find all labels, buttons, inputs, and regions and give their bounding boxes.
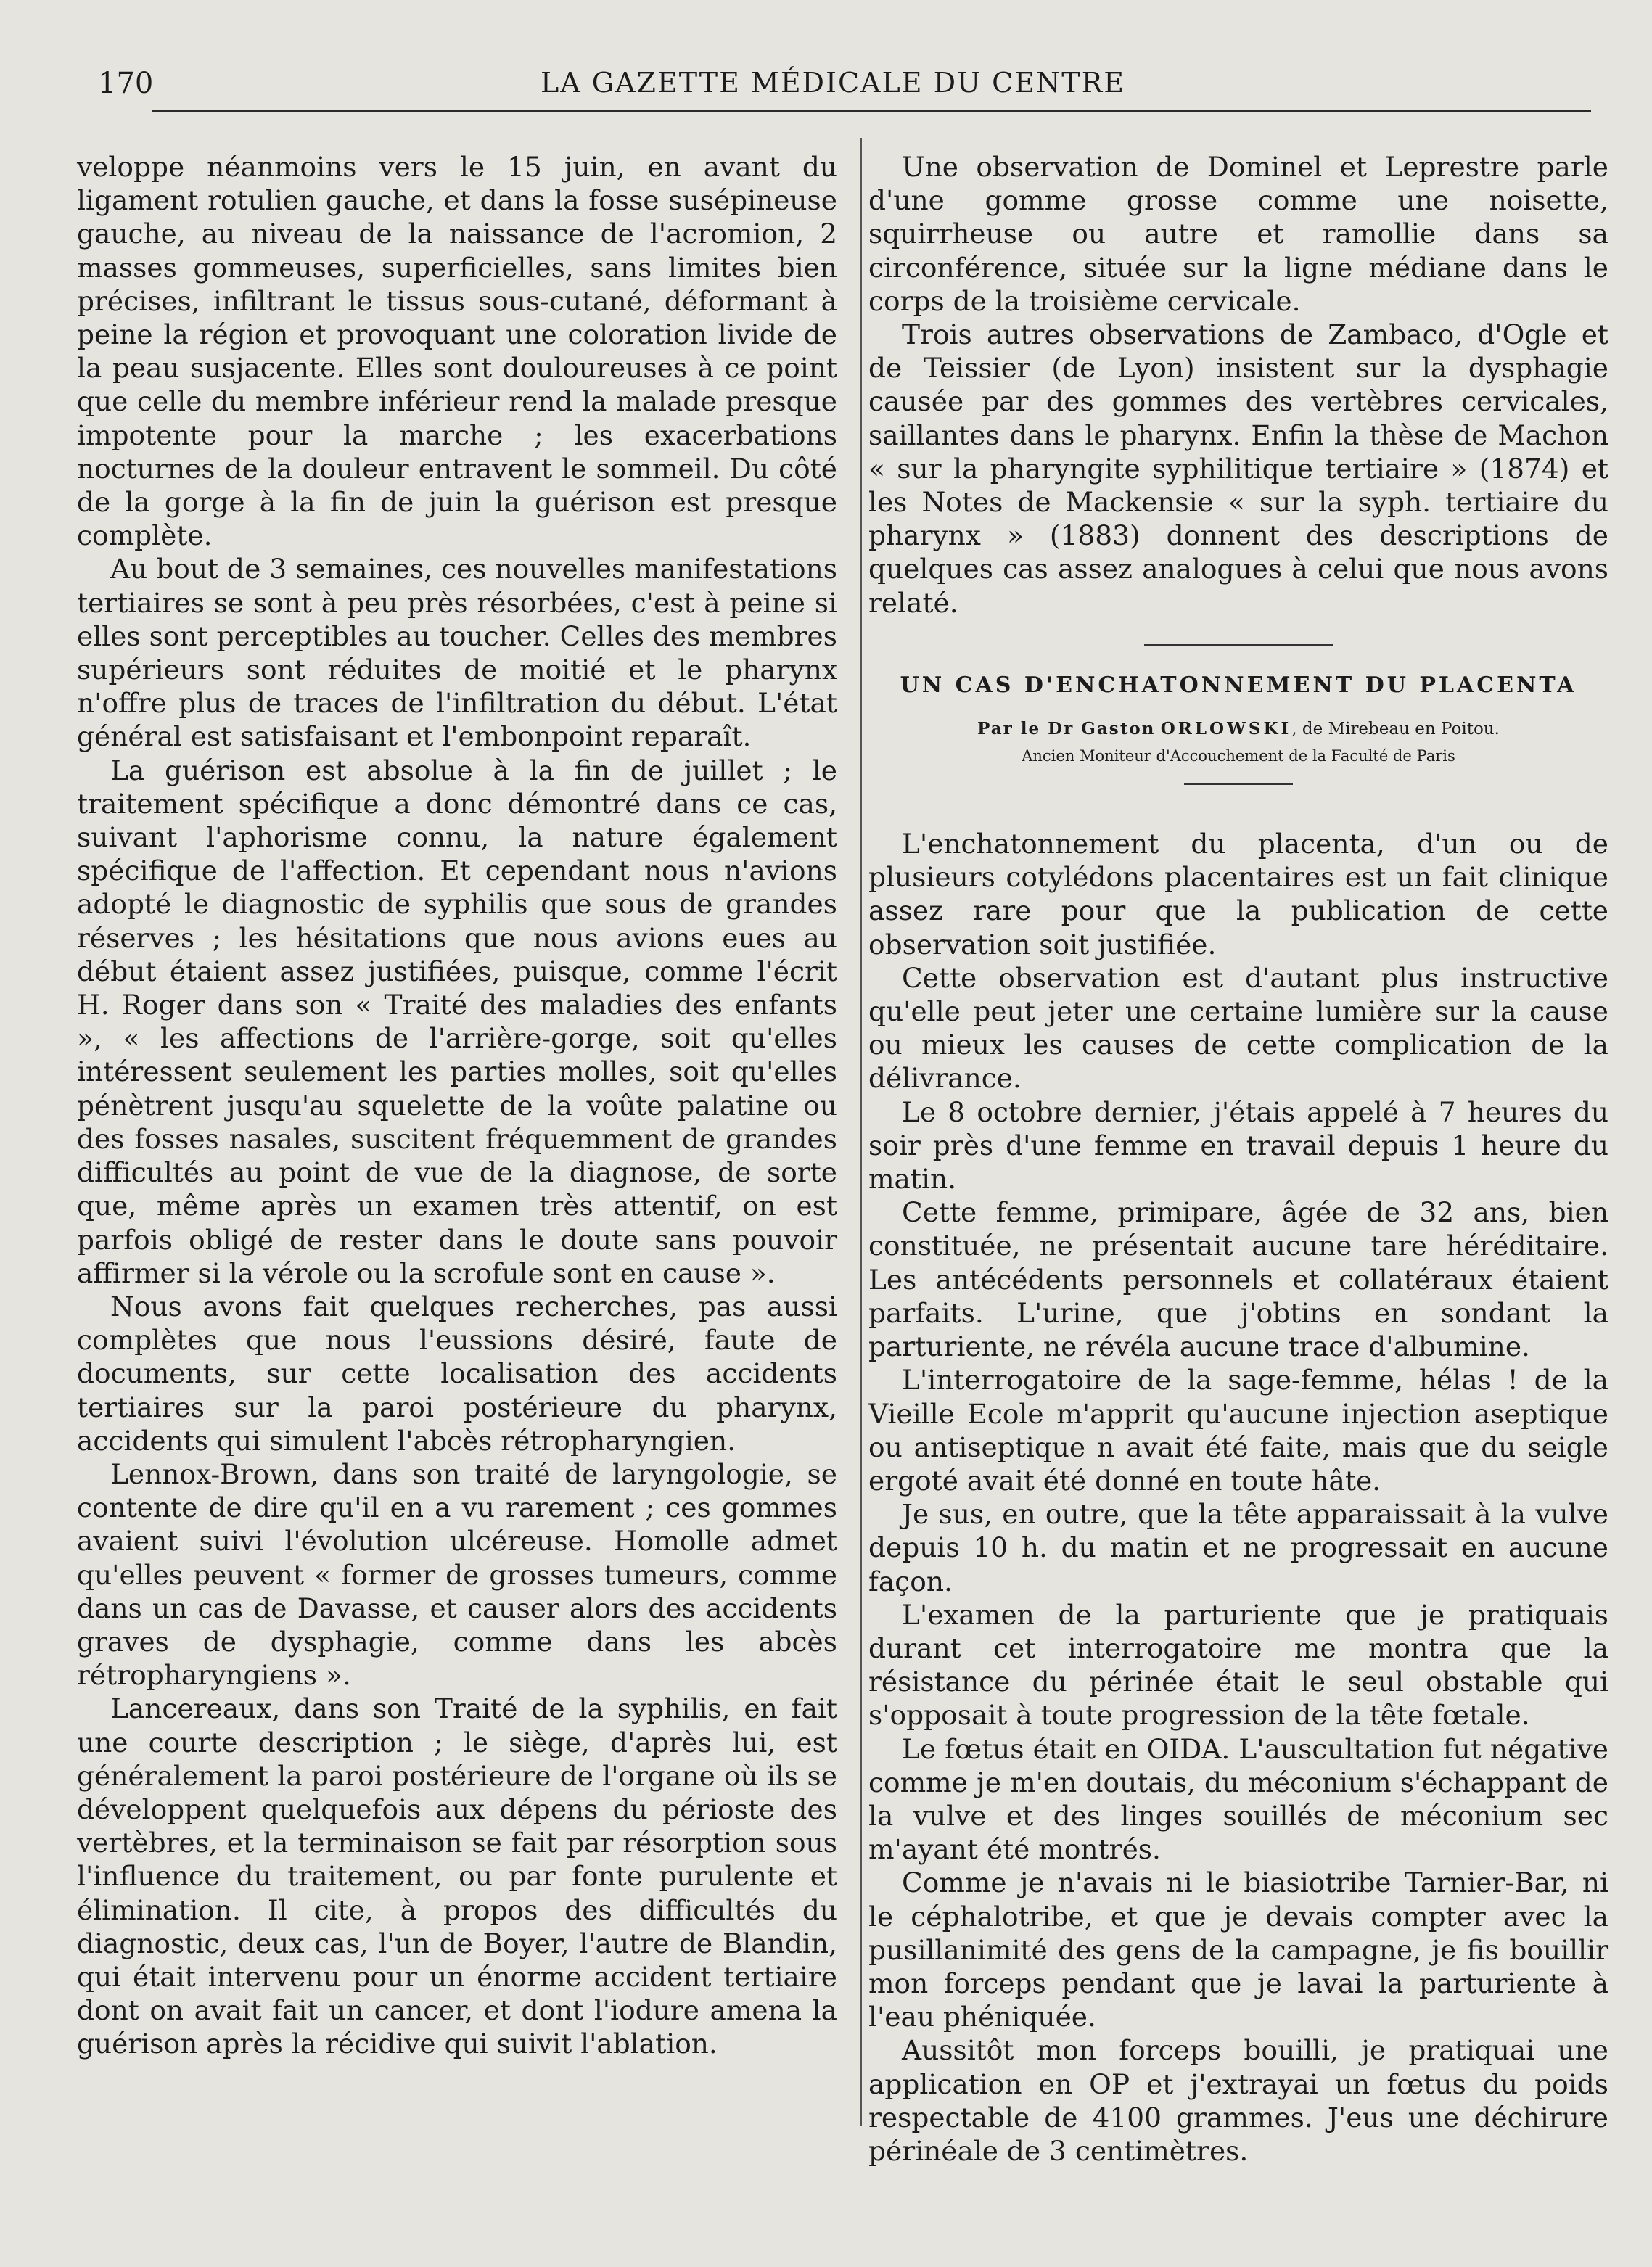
paragraph: Cette observation est d'autant plus instructive qu'elle peut jeter une certaine lumière sur la cause ou mieux les causes de cette complication de la délivrance. bbox=[868, 961, 1608, 1095]
byline-prefix: Par le Dr Gaston bbox=[977, 719, 1156, 739]
paragraph: Nous avons fait quelques recherches, pas aussi complètes que nous l'eussions désiré, faute de documents, sur cette localisation des accidents tertiaires sur la paroi postérieure du pharynx, accidents qui simulent l'abcès rétropharyngien. bbox=[77, 1290, 837, 1457]
paragraph: L'enchatonnement du placenta, d'un ou de plusieurs cotylédons placentaires est un fait clinique assez rare pour que la publication de cette observation soit justifiée. bbox=[868, 828, 1608, 960]
right-column bbox=[868, 150, 1608, 2168]
paragraph: Cette femme, primipare, âgée de 32 ans, bien constituée, ne présentait aucune tare héréditaire. Les antécédents personnels et collatéraux étaient parfaits. L'urine, que j'obtins en sondant la parturiente, ne révéla aucune trace d'albumine. bbox=[868, 1196, 1608, 1363]
section-separator bbox=[1144, 644, 1333, 646]
author-affiliation: Ancien Moniteur d'Accouchement de la Faculté de Paris bbox=[1022, 747, 1455, 765]
header-rule bbox=[152, 110, 1591, 112]
author-location: , de Mirebeau en Poitou. bbox=[1291, 720, 1500, 739]
byline bbox=[868, 717, 1608, 741]
paragraph: Le fœtus était en OIDA. L'auscultation fut négative comme je m'en doutais, du méconium s'échappant de la vulve et des linges souillés de méconium sec m'ayant été montrés. bbox=[868, 1732, 1608, 1866]
paragraph: veloppe néanmoins vers le 15 juin, en avant du ligament rotulien gauche, et dans la fosse susépineuse gauche, au niveau de la naissance de l'acromion, 2 masses gommeuses, superficielles, sans limites bien précises, infiltrant le tissus sous-cutané, déformant à peine la région et provoquant une coloration livide de la peau susjacente. Elles sont douloureuses à ce point que celle du membre inférieur rend la malade presque impotente pour la marche ; les exacerbations nocturnes de la douleur entravent le sommeil. Du côté de la gorge à la fin de juin la guérison est presque complète. bbox=[77, 151, 837, 552]
paragraph: L'examen de la parturiente que je pratiquais durant cet interrogatoire me montra que la résistance du périnée était le seul obstable qui s'opposait à toute progression de la tête fœtale. bbox=[868, 1598, 1608, 1732]
column-divider bbox=[860, 138, 862, 2126]
paragraph: Le 8 octobre dernier, j'étais appelé à 7 heures du soir près d'une femme en travail depuis 1 heure du matin. bbox=[868, 1095, 1608, 1196]
paragraph: L'interrogatoire de la sage-femme, hélas ! de la Vieille Ecole m'apprit qu'aucune injection aseptique ou antiseptique n avait été faite, mais que du seigle ergoté avait été donné en toute hâte. bbox=[868, 1364, 1608, 1497]
paragraph: Au bout de 3 semaines, ces nouvelles manifestations tertiaires se sont à peu près résorbées, c'est à peine si elles sont perceptibles au toucher. Celles des membres supérieurs sont réduites de moitié et le pharynx n'offre plus de traces de l'infiltration du début. L'état général est satisfaisant et l'embonpoint reparaît. bbox=[77, 553, 837, 753]
paragraph: Comme je n'avais ni le biasiotribe Tarnier-Bar, ni le céphalotribe, et que je devais compter avec la pusillanimité des gens de la campagne, je fis bouillir mon forceps pendant que je lavai la parturiente à l'eau phéniquée. bbox=[868, 1867, 1608, 2033]
author-name: ORLOWSKI bbox=[1160, 719, 1292, 739]
page-number: 170 bbox=[98, 67, 154, 100]
left-column bbox=[77, 150, 837, 2061]
paragraph: Je sus, en outre, que la tête apparaissait à la vulve depuis 10 h. du matin et ne progressait en aucune façon. bbox=[868, 1498, 1608, 1597]
paragraph: La guérison est absolue à la fin de juillet ; le traitement spécifique a donc démontré dans ce cas, suivant l'aphorisme connu, la nature également spécifique de l'affection. Et cependant nous n'avions adopté le diagnostic de syphilis que sous de grandes réserves ; les hésitations que nous avions eues au début étaient assez justifiées, puisque, comme l'écrit H. Roger dans son « Traité des maladies des enfants », « les affections de l'arrière-gorge, soit qu'elles intéressent seulement les parties molles, soit qu'elles pénètrent jusqu'au squelette de la voûte palatine ou des fosses nasales, suscitent fréquemment de grandes difficultés au point de vue de la diagnose, de sorte que, même après un examen très attentif, on est parfois obligé de rester dans le doute sans pouvoir affirmer si la vérole ou la scrofule sont en cause ». bbox=[77, 754, 837, 1289]
title-separator bbox=[1184, 783, 1293, 785]
paragraph: Une observation de Dominel et Leprestre parle d'une gomme grosse comme une noisette, squirrheuse ou autre et ramollie dans sa circonférence, située sur la ligne médiane dans le corps de la troisième cervicale. bbox=[868, 151, 1608, 317]
paragraph: Aussitôt mon forceps bouilli, je pratiquai une application en OP et j'extrayai un fœtus du poids respectable de 4100 grammes. J'eus une déchirure périnéale de 3 centimètres. bbox=[868, 2034, 1608, 2167]
paragraph: Lennox-Brown, dans son traité de laryngologie, se contente de dire qu'il en a vu rarement ; ces gommes avaient suivi l'évolution ulcéreuse. Homolle admet qu'elles peuvent « former de grosses tumeurs, comme dans un cas de Davasse, et causer alors des accidents graves de dysphagie, comme dans les abcès rétropharyngiens ». bbox=[77, 1457, 837, 1692]
running-head: LA GAZETTE MÉDICALE DU CENTRE bbox=[541, 67, 1125, 99]
paragraph: Trois autres observations de Zambaco, d'Ogle et de Teissier (de Lyon) insistent sur la dysphagie causée par des gommes des vertèbres cervicales, saillantes dans le pharynx. Enfin la thèse de Machon « sur la pharyngite syphilitique tertiaire » (1874) et les Notes de Mackensie « sur la syph. tertiaire du pharynx » (1883) donnent des descriptions de quelques cas assez analogues à celui que nous avons relaté. bbox=[868, 318, 1608, 619]
paragraph: Lancereaux, dans son Traité de la syphilis, en fait une courte description ; le siège, d'après lui, est généralement la paroi postérieure de l'organe où ils se développent quelquefois aux dépens du périoste des vertèbres, et la terminaison se fait par résorption sous l'influence du traitement, ou par fonte purulente et élimination. Il cite, à propos des difficultés du diagnostic, deux cas, l'un de Boyer, l'autre de Blandin, qui était intervenu pour un énorme accident tertiaire dont on avait fait un cancer, et dont l'iodure amena la guérison après la récidive qui suivit l'ablation. bbox=[77, 1692, 837, 2060]
article-title: UN CAS D'ENCHATONNEMENT DU PLACENTA bbox=[900, 672, 1577, 698]
